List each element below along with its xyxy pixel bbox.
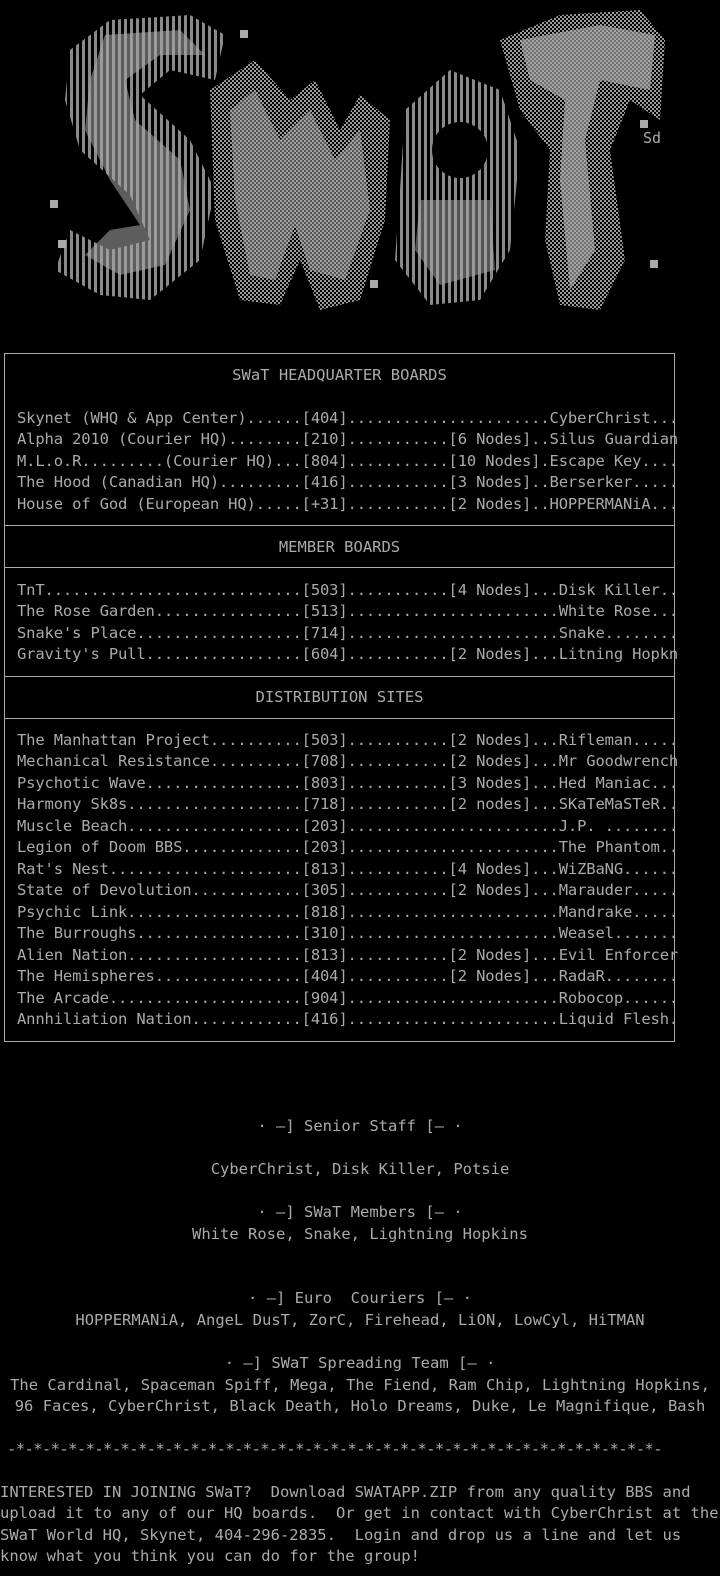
swat-ascii-logo (40, 0, 680, 330)
board-row: The Hemispheres................[404]...........[2 Nodes]...RadaR........ (17, 967, 679, 985)
spreading-team-names: 96 Faces, CyberChrist, Black Death, Holo Dreams, Duke, Le Magnifique, Bash (14, 1397, 706, 1415)
spreading-team-names: The Cardinal, Spaceman Spiff, Mega, The Fiend, Ram Chip, Lightning Hopkins, (10, 1376, 710, 1394)
board-row: Snake's Place..................[714].......................Snake........ (17, 624, 679, 642)
board-row: TnT............................[503]...........[4 Nodes]...Disk Killer.. (17, 581, 679, 599)
footer-line: SWaT World HQ, Skynet, 404-296-2835. Login and drop us a line and let us (0, 1526, 682, 1544)
board-row: Gravity's Pull.................[604]...........[2 Nodes]...Litning Hopkn (17, 645, 679, 663)
board-row: Harmony Sk8s...................[718]...........[2 nodes]...SKaTeMaSTeR.. (17, 795, 679, 813)
section-title-member: MEMBER BOARDS (278, 538, 401, 556)
board-row: Alpha 2010 (Courier HQ)........[210]...........[6 Nodes]..Silus Guardian (17, 430, 679, 448)
board-row: M.L.o.R.........(Courier HQ)...[804]...........[10 Nodes].Escape Key.... (17, 452, 679, 470)
euro-couriers-title: · —] Euro Couriers [— · (248, 1289, 472, 1307)
board-row: Alien Nation...................[813]...........[2 Nodes]...Evil Enforcer (17, 946, 679, 964)
members-title: · —] SWaT Members [— · (257, 1203, 463, 1221)
euro-couriers-names: HOPPERMANiA, AngeL DusT, ZorC, Firehead, LiON, LowCyl, HiTMAN (75, 1311, 645, 1329)
section-divider (4, 718, 675, 719)
board-row: Rat's Nest.....................[813]...........[4 Nodes]...WiZBaNG...... (17, 860, 679, 878)
board-row: State of Devolution............[305]...........[2 Nodes]...Marauder..... (17, 881, 679, 899)
board-row: Psychic Link...................[818].......................Mandrake..... (17, 903, 679, 921)
section-divider (4, 525, 675, 526)
spreading-team-title: · —] SWaT Spreading Team [— · (224, 1354, 496, 1372)
board-row: Muscle Beach...................[203].......................J.P. ........ (17, 817, 679, 835)
board-row: Mechanical Resistance..........[708]...........[2 Nodes]...Mr Goodwrench (17, 752, 679, 770)
footer-line: INTERESTED IN JOINING SWaT? Download SWATAPP.ZIP from any quality BBS and (0, 1483, 691, 1501)
section-divider (4, 676, 675, 677)
section-title-hq: SWaT HEADQUARTER BOARDS (232, 366, 447, 384)
board-row: The Burroughs..................[310].......................Weasel....... (17, 924, 679, 942)
section-divider (4, 567, 675, 568)
senior-staff-names: CyberChrist, Disk Killer, Potsie (210, 1160, 510, 1178)
footer-line: upload it to any of our HQ boards. Or get in contact with CyberChrist at the (0, 1504, 719, 1522)
board-row: The Rose Garden................[513].......................White Rose... (17, 602, 679, 620)
footer-line: know what you think you can do for the group! (0, 1547, 420, 1565)
board-row: The Manhattan Project..........[503]...........[2 Nodes]...Rifleman..... (17, 731, 679, 749)
board-row: Legion of Doom BBS.............[203].......................The Phantom.. (17, 838, 679, 856)
members-names: White Rose, Snake, Lightning Hopkins (192, 1225, 528, 1243)
star-divider: -*-*-*-*-*-*-*-*-*-*-*-*-*-*-*-*-*-*-*-*-*-*-*-*-*-*-*-*-*-*-*-*-*-*-*-*-*- (7, 1440, 662, 1458)
board-row: The Arcade.....................[904].......................Robocop...... (17, 989, 679, 1007)
board-row: Skynet (WHQ & App Center)......[404]......................CyberChrist... (17, 409, 679, 427)
board-row: Annhiliation Nation............[416].......................Liquid Flesh. (17, 1010, 679, 1028)
board-row: The Hood (Canadian HQ).........[416]...........[3 Nodes]..Berserker..... (17, 473, 679, 491)
logo-tag: Sd (643, 129, 662, 147)
senior-staff-title: · —] Senior Staff [— · (257, 1117, 463, 1135)
board-row: Psychotic Wave.................[803]...........[3 Nodes]...Hed Maniac... (17, 774, 679, 792)
section-title-distribution: DISTRIBUTION SITES (255, 688, 424, 706)
board-row: House of God (European HQ).....[+31]...........[2 Nodes]..HOPPERMANiA... (17, 495, 679, 513)
